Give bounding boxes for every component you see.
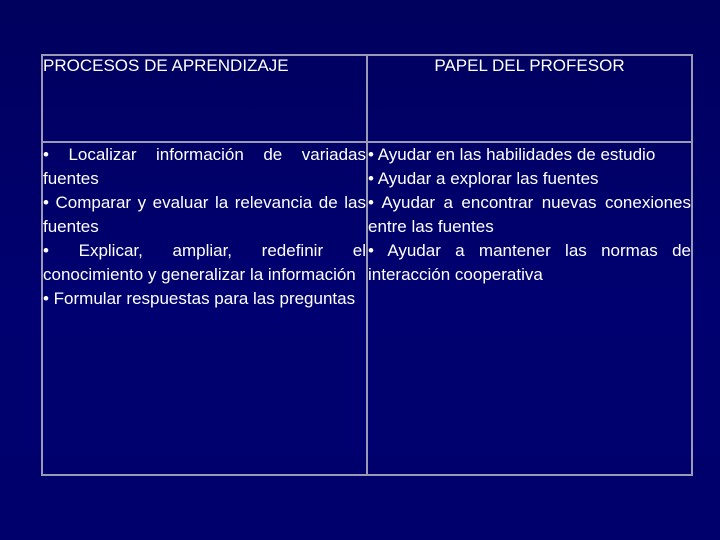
list-item: • Ayudar a encontrar nuevas conexiones entre las fuentes <box>368 193 691 236</box>
list-item: • Comparar y evaluar la relevancia de las fuentes <box>43 193 366 236</box>
header-procesos-aprendizaje: PROCESOS DE APRENDIZAJE <box>42 55 367 142</box>
list-item: • Ayudar a explorar las fuentes <box>368 169 599 188</box>
list-item: • Localizar información de variadas fuentes <box>43 145 366 188</box>
table-body-row <box>42 142 692 475</box>
teacher-role-cell <box>367 142 692 475</box>
learning-processes-cell <box>42 142 367 475</box>
list-item: • Ayudar en las habilidades de estudio <box>368 145 656 164</box>
list-item: • Formular respuestas para las preguntas <box>43 289 356 308</box>
header-papel-profesor: PAPEL DEL PROFESOR <box>367 55 692 142</box>
comparison-table <box>41 54 693 476</box>
list-item: • Explicar, ampliar, redefinir el conocimiento y generalizar la información <box>43 241 366 284</box>
table-header-row <box>42 55 692 142</box>
list-item: • Ayudar a mantener las normas de interacción cooperativa <box>368 241 691 284</box>
